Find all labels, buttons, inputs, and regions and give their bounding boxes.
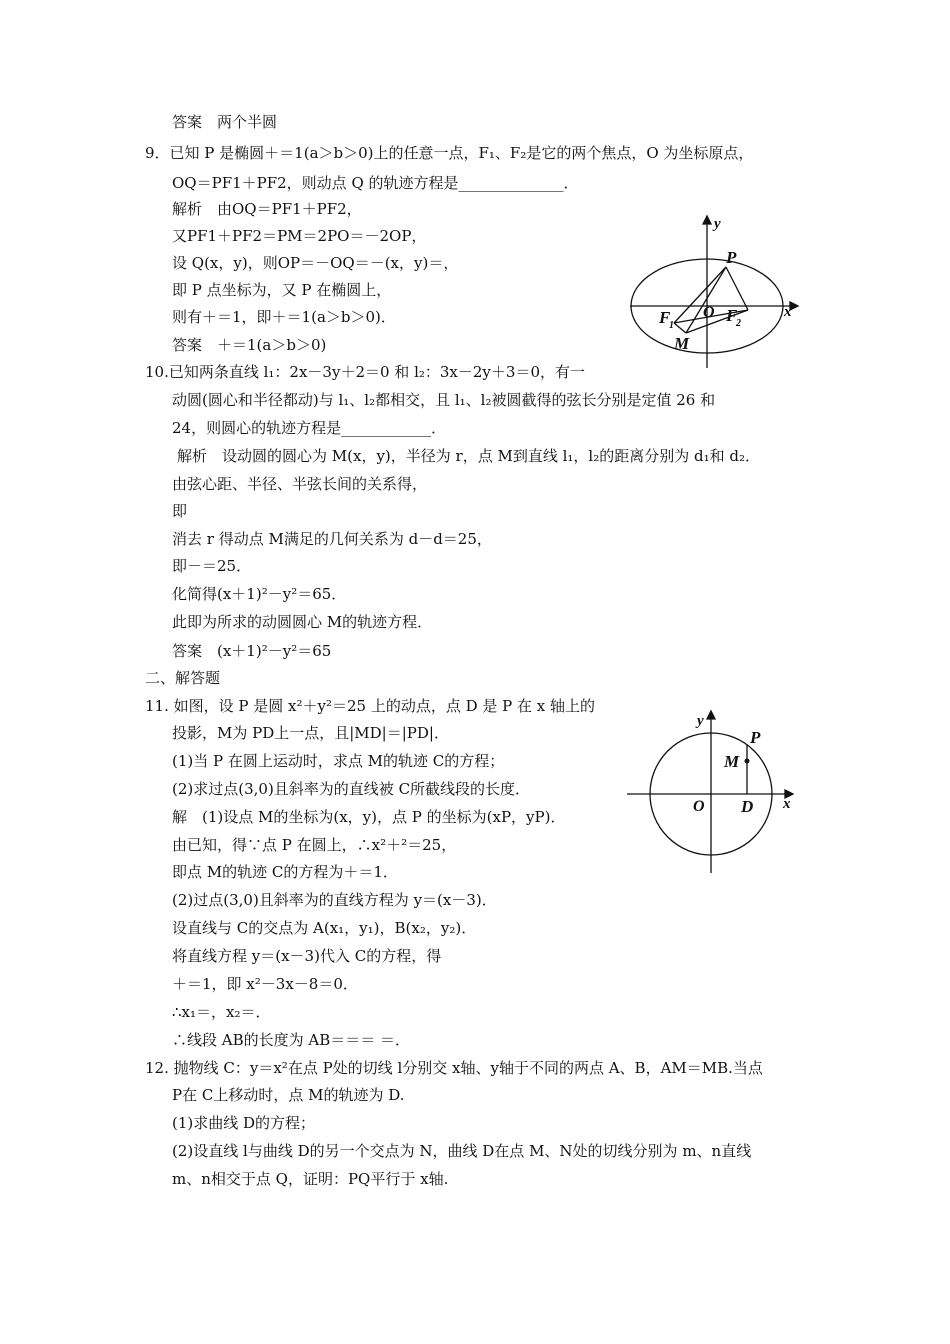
point-m xyxy=(745,759,750,764)
y-axis-arrow xyxy=(707,711,715,719)
text-line: 即 xyxy=(172,502,188,520)
segment-f1-m xyxy=(674,323,686,333)
label-o: O xyxy=(703,304,715,321)
text-line: (2)设直线 l与曲线 D的另一个交点为 N，曲线 D在点 M、N处的切线分别为 m、n直线 xyxy=(172,1142,752,1160)
text-line: 答案 两个半圆 xyxy=(172,113,278,131)
text-line: 投影，M为 PD上一点，且|MD|＝|PD|． xyxy=(172,724,449,742)
text-line: 答案 (x＋1)²－y²＝65 xyxy=(172,642,332,660)
label-f1-sub: 1 xyxy=(669,320,674,331)
label-p: P xyxy=(726,248,737,267)
label-f2: F xyxy=(726,306,738,325)
text-line: ∴x₁＝，x₂＝． xyxy=(172,1003,271,1021)
text-line: P在 C上移动时，点 M的轨迹为 D. xyxy=(172,1086,405,1104)
text-line: 11. 如图，设 P 是圆 x²＋y²＝25 上的动点，点 D 是 P 在 x 轴上的 xyxy=(145,697,596,715)
text-line: 解 (1)设点 M的坐标为(x，y)，点 P 的坐标为(xP，yP)． xyxy=(172,808,566,826)
label-d: D xyxy=(741,797,754,816)
text-line: OQ＝PF1＋PF2，则动点 Q 的轨迹方程是______________． xyxy=(172,174,579,192)
text-line: 此即为所求的动圆圆心 M的轨迹方程． xyxy=(172,613,433,631)
text-line: 动圆(圆心和半径都动)与 l₁、l₂都相交，且 l₁、l₂被圆截得的弦长分别是定值 26 和 xyxy=(172,391,716,409)
text-line: 将直线方程 y＝(x－3)代入 C的方程，得 xyxy=(172,947,442,965)
text-line: m、n相交于点 Q，证明：PQ平行于 x轴. xyxy=(172,1170,449,1188)
text-line: 由弦心距、半径、半弦长间的关系得， xyxy=(172,475,428,493)
text-line: 由已知，得∵点 P 在圆上，∴x²＋²＝25， xyxy=(172,836,457,854)
label-f2-sub: 2 xyxy=(736,318,741,329)
text-line: (2)求过点(3,0)且斜率为的直线被 C所截线段的长度． xyxy=(172,780,531,798)
label-x: x xyxy=(784,304,792,320)
text-line: ＋＝1，即 x²－3x－8＝0． xyxy=(172,975,358,993)
text-line: 即 P 点坐标为，又 P 在椭圆上， xyxy=(172,281,392,299)
text-line: 则有＋＝1，即＋＝1(a＞b＞0)． xyxy=(172,308,396,326)
text-line: 又PF1＋PF2＝PM＝2PO＝－2OP， xyxy=(172,227,427,245)
text-line: 设 Q(x，y)，则OP＝－OQ＝－(x，y)＝， xyxy=(172,254,459,272)
segment-m-p xyxy=(686,267,726,333)
y-axis-arrow xyxy=(703,216,711,224)
label-x: x xyxy=(783,796,791,812)
text-line: 设直线与 C的交点为 A(x₁，y₁)，B(x₂，y₂)． xyxy=(172,919,477,937)
text-line: (1)当 P 在圆上运动时，求点 M的轨迹 C的方程； xyxy=(172,752,505,770)
label-y: y xyxy=(697,713,704,729)
text-line: 解析 由OQ＝PF1＋PF2， xyxy=(172,200,362,218)
text-line: 12. 抛物线 C：y＝x²在点 P处的切线 l分别交 x轴、y轴于不同的两点 A、B，AM＝MB.当点 xyxy=(145,1059,763,1077)
label-p: P xyxy=(750,728,761,747)
label-m: M xyxy=(674,334,690,353)
label-f1: F xyxy=(659,308,671,327)
label-y: y xyxy=(714,216,721,232)
text-line: 9．已知 P 是椭圆＋＝1(a＞b＞0)上的任意一点，F₁、F₂是它的两个焦点，O 为坐标原点， xyxy=(145,144,754,162)
text-line: 解析 设动圆的圆心为 M(x，y)，半径为 r，点 M到直线 l₁，l₂的距离分别为 d₁和 d₂． xyxy=(177,447,760,465)
ellipse-figure xyxy=(628,210,808,370)
text-line: 即－＝25． xyxy=(172,557,252,575)
text-line: (2)过点(3,0)且斜率为的直线方程为 y＝(x－3)． xyxy=(172,891,497,909)
label-o: O xyxy=(693,798,705,815)
segment-p-f2 xyxy=(726,267,748,310)
text-line: 即点 M的轨迹 C的方程为＋＝1． xyxy=(172,863,398,881)
circle-figure xyxy=(625,705,805,875)
text-line: (1)求曲线 D的方程； xyxy=(172,1114,316,1132)
label-m: M xyxy=(724,752,740,771)
text-line: 二、解答题 xyxy=(145,669,221,687)
text-line: 化简得(x＋1)²－y²＝65． xyxy=(172,585,347,603)
text-line: 答案 ＋＝1(a＞b＞0) xyxy=(172,336,327,354)
text-line: 24，则圆心的轨迹方程是____________． xyxy=(172,419,447,437)
text-line: ∴线段 AB的长度为 AB＝＝＝ ＝． xyxy=(172,1031,411,1049)
text-line: 消去 r 得动点 M满足的几何关系为 d－d＝25， xyxy=(172,530,492,548)
text-line: 10.已知两条直线 l₁：2x－3y＋2＝0 和 l₂：3x－2y＋3＝0，有一 xyxy=(145,363,585,381)
